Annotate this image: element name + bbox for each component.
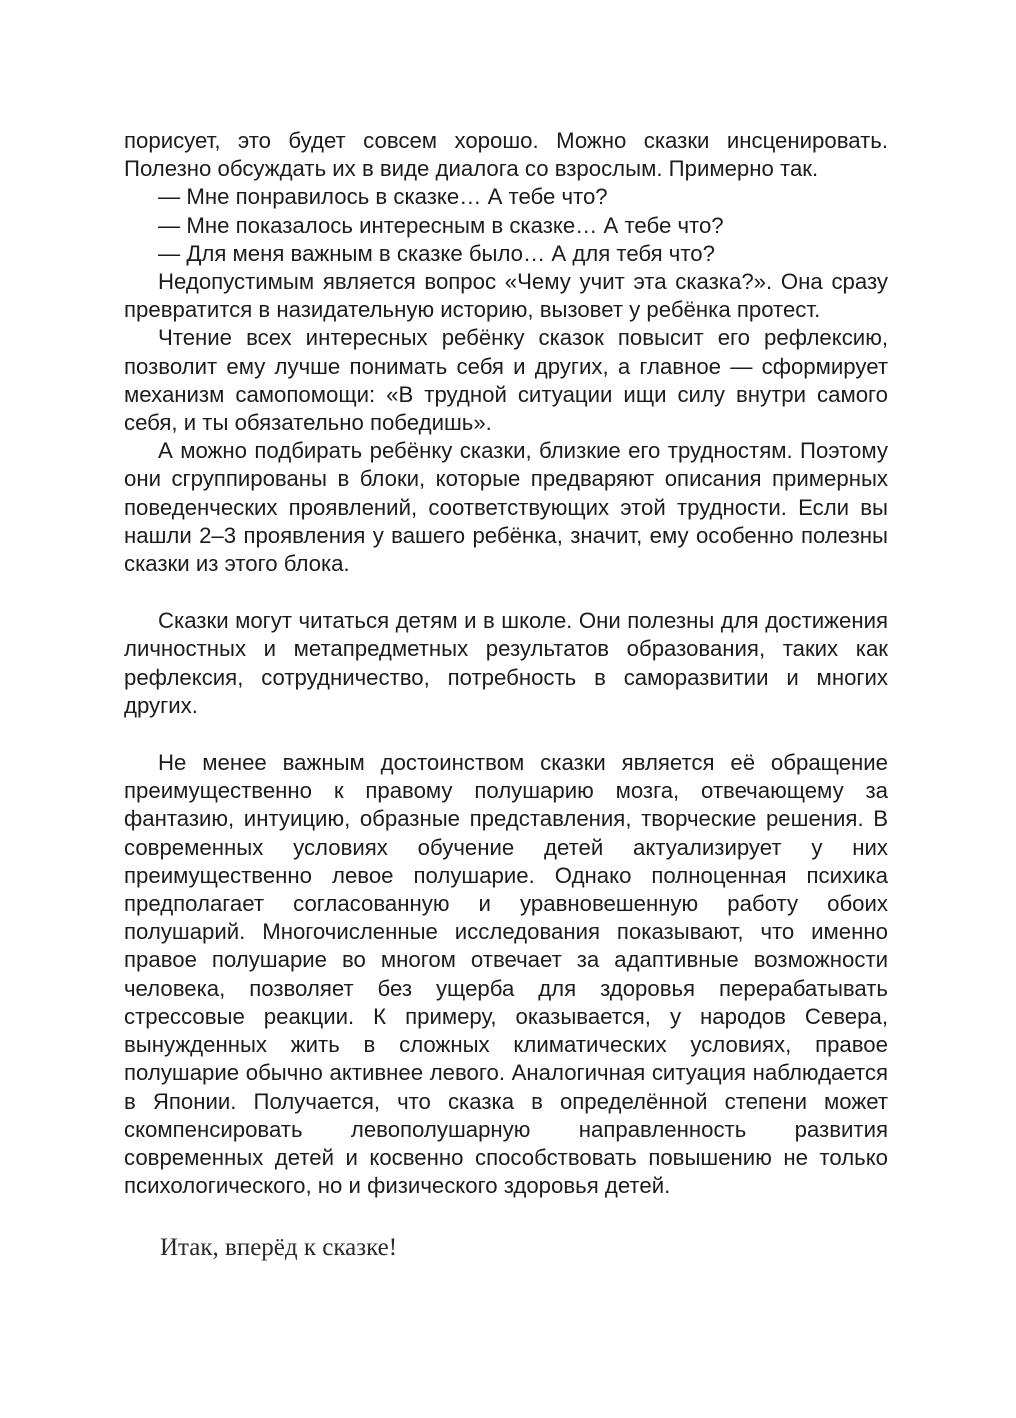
paragraph-continuation: порисует, это будет совсем хорошо. Можно сказки инсценировать. Полезно обсуждать их в виде диалога со взрослым. Примерно так. <box>124 128 888 182</box>
page-body <box>124 127 888 1200</box>
dialogue-line: — Мне показалось интересным в сказке… А тебе что? <box>158 212 724 238</box>
dialogue-line: — Мне понравилось в сказке… А тебе что? <box>158 184 608 210</box>
paragraph: Сказки могут читаться детям и в школе. Они полезны для достижения личностных и метапредметных результатов образования, таких как рефлексия, сотрудничество, потребность в саморазвитии и многих других. <box>124 608 888 718</box>
paragraph: Не менее важным достоинством сказки является её обращение преимущественно к правому полушарию мозга, отвечающему за фантазию, интуицию, образные представления, творческие решения. В современных условиях обучение детей актуализирует у них преимущественно левое полушарие. Однако полноценная психика предполагает согласованную и уравновешенную работу обоих полушарий. Многочисленные исследования показывают, что именно правое полушарие во многом отвечает за адаптивные возможности человека, позволяет без ущерба для здоровья перерабатывать стрессовые реакции. К примеру, оказывается, у народов Севера, вынужденных жить в сложных климатических условиях, правое полушарие обычно активнее левого. Аналогичная ситуация наблюдается в Японии. Получается, что сказка в определённой степени может скомпенсировать левополушарную направленность развития современных детей и косвенно способствовать повышению не только психологического, но и физического здоровья детей. <box>124 750 888 1199</box>
paragraph: Чтение всех интересных ребёнку сказок повысит его рефлексию, позволит ему лучше понимать себя и других, а главное — сформирует механизм самопомощи: «В трудной ситуации ищи силу внутри самого себя, и ты обязательно победишь». <box>124 325 888 436</box>
paragraph: Недопустимым является вопрос «Чему учит эта сказка?». Она сразу превратится в назидательную историю, вызовет у ребёнка протест. <box>124 269 888 323</box>
closing-line: Итак, вперёд к сказке! <box>160 1234 398 1261</box>
paragraph: А можно подбирать ребёнку сказки, близкие его трудностям. Поэтому они сгруппированы в блоки, которые предваряют описания примерных поведенческих проявлений, соответствующих этой трудности. Если вы нашли 2–3 проявления у вашего ребёнка, значит, ему особенно полезны сказки из этого блока. <box>124 438 888 577</box>
dialogue-line: — Для меня важным в сказке было… А для тебя что? <box>158 240 715 266</box>
